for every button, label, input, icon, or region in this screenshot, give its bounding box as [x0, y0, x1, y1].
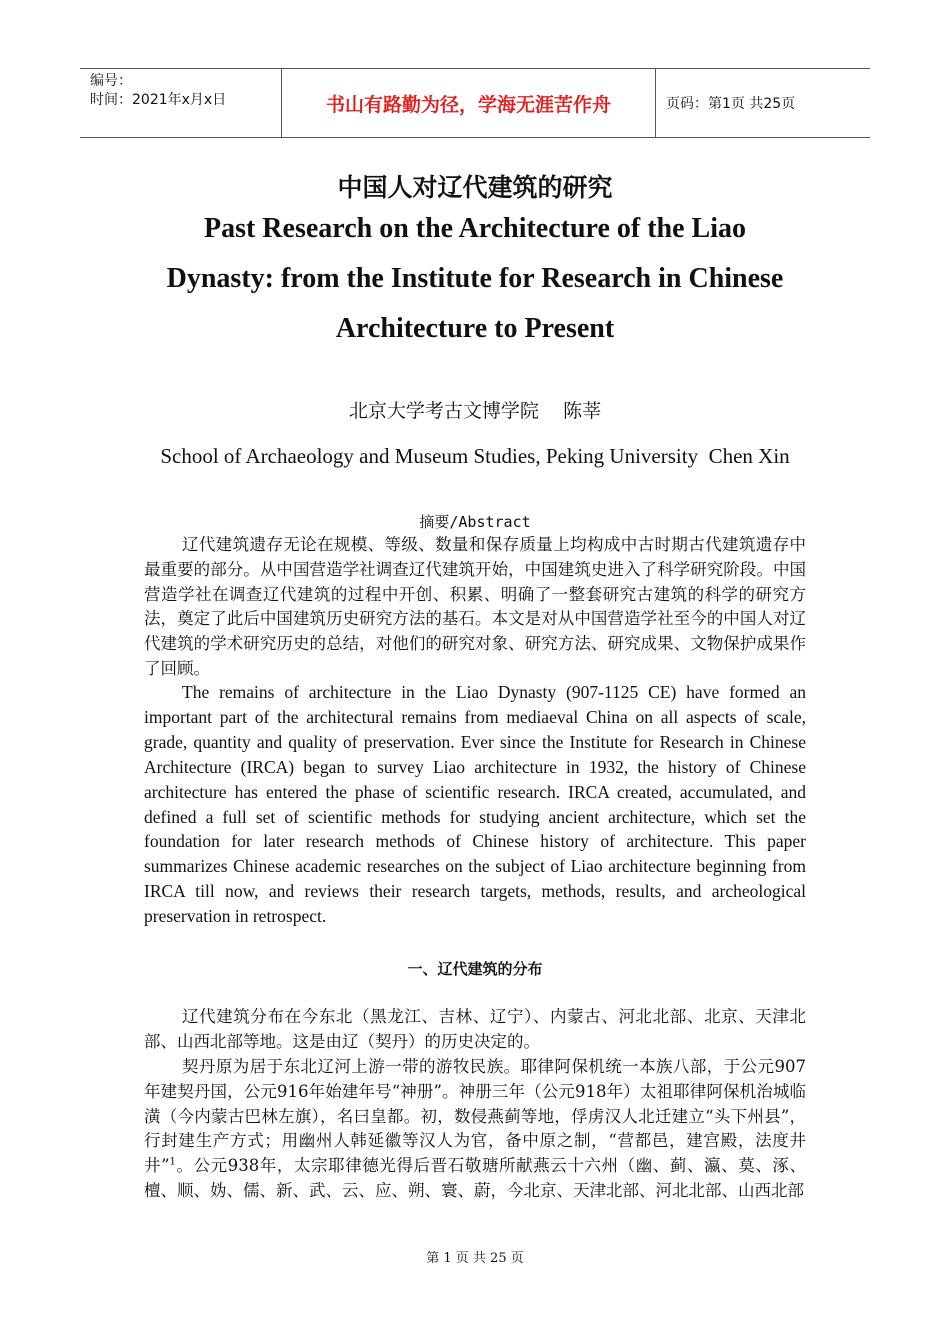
abstract-heading: 摘要/Abstract: [419, 513, 531, 531]
body-paragraph-2: [144, 1055, 806, 1204]
title-english-line-3: Architecture to Present: [335, 313, 615, 344]
header-page-info: 页码：第1页 共25页: [666, 96, 796, 112]
header-meta: [80, 69, 282, 137]
body-paragraph-2-text: 契丹原为居于东北辽河上游一带的游牧民族。耶律阿保机统一本族八部，于公元907年建契丹国，公元916年始建年号“神册”。神册三年（公元918年）太祖耶律阿保机治城临潢（今内蒙古巴林左旗），名曰皇都。初，数侵燕蓟等地，俘虏汉人北迁建立“头下州县”，行封建生产方式；用幽州人韩延徽等汉人为官，备中原之制，“营都邑，建宫殿，法度井井”: [144, 1057, 806, 1176]
title-english-line-1: Past Research on the Architecture of the Liao: [203, 213, 747, 244]
author-chinese: 北京大学考古文博学院 陈莘: [348, 400, 602, 422]
time-label: 时间：2021年x月x日: [90, 92, 227, 108]
body-paragraph-1: 辽代建筑分布在今东北（黑龙江、吉林、辽宁）、内蒙古、河北北部、北京、天津北部、山西北部等地。这是由辽（契丹）的历史决定的。: [144, 1007, 806, 1051]
document-header: [80, 68, 870, 138]
title-english-line-2: Dynasty: from the Institute for Research in Chinese: [166, 263, 784, 294]
title-chinese: 中国人对辽代建筑的研究: [337, 173, 613, 202]
page-footer: 第 1 页 共 25 页: [426, 1251, 524, 1266]
body-paragraph-2-continued: 。公元938年，太宗耶律德光得后晋石敬瑭所献燕云十六州（幽、蓟、瀛、莫、涿、檀、顺、妫、儒、新、武、云、应、朔、寰、蔚，今北京、天津北部、河北北部、山西北部: [144, 1156, 807, 1200]
footnote-ref-1[interactable]: 1: [169, 1156, 176, 1168]
abstract-chinese: 辽代建筑遗存无论在规模、等级、数量和保存质量上均构成中古时期古代建筑遗存中最重要的部分。从中国营造学社调查辽代建筑开始，中国建筑史进入了科学研究阶段。中国营造学社在调查辽代建筑的过程中开创、积累、明确了一整套研究古建筑的科学的研究方法，奠定了此后中国建筑历史研究方法的基石。本文是对从中国营造学社至今的中国人对辽代建筑的学术研究历史的总结，对他们的研究对象、研究方法、研究成果、文物保护成果作了回顾。: [144, 535, 806, 678]
section-heading: 一、辽代建筑的分布: [407, 960, 543, 978]
abstract-english: The remains of architecture in the Liao Dynasty (907-1125 CE) have formed an important part of the architectural remains from mediaeval China on all aspects of scale, grade, quantity and quality of preservation. Ever since the Institute for Research in Chinese Architecture (IRCA) began to survey Liao architecture in 1932, the history of Chinese architecture has entered the phase of scientific research. IRCA created, accumulated, and defined a full set of scientific methods for studying ancient architecture, which set the foundation for later research methods of Chinese history of architecture. This paper summarizes Chinese academic researches on the subject of Liao architecture beginning from IRCA till now, and reviews their research targets, methods, results, and archeological preservation in retrospect.: [144, 682, 806, 927]
header-motto: 书山有路勤为径，学海无涯苦作舟: [282, 69, 656, 137]
author-english: School of Archaeology and Museum Studies, Peking University Chen Xin: [160, 444, 790, 468]
number-label: 编号：: [90, 73, 132, 89]
